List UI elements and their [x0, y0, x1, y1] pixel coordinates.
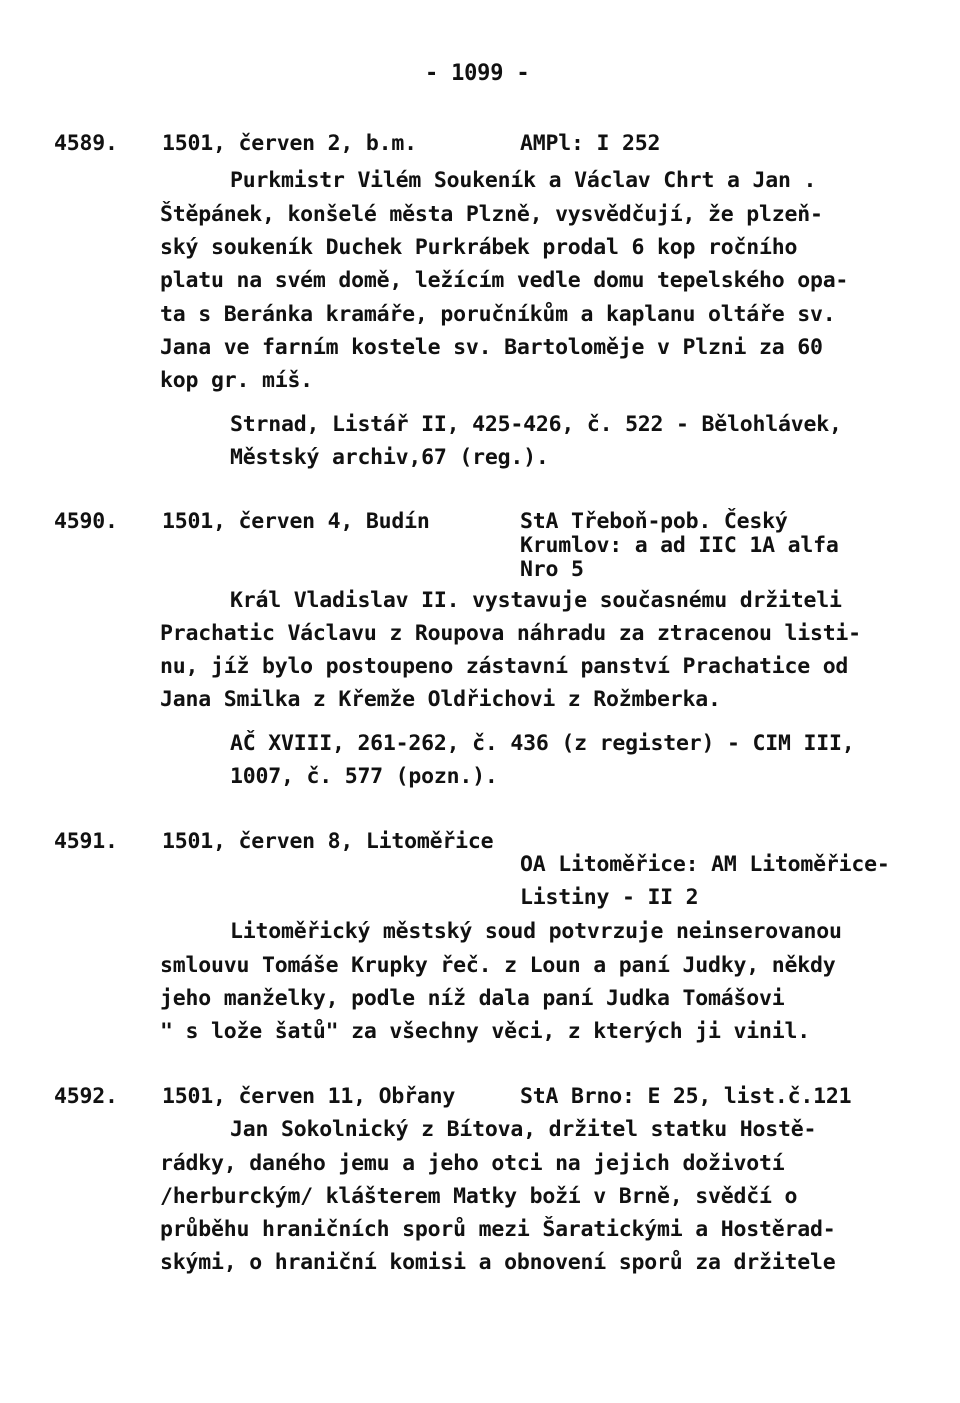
body-line: Král Vladislav II. vystavuje současnému držiteli [230, 588, 842, 613]
source-citation: Strnad, Listář II, 425-426, č. 522 - Bělohlávek, [230, 412, 842, 437]
body-line: platu na svém domě, ležícím vedle domu tepelského opa- [160, 268, 849, 293]
body-line: kop gr. míš. [160, 368, 313, 393]
body-line: ský soukeník Duchek Purkrábek prodal 6 kop ročního [160, 235, 798, 260]
body-line: Jana ve farním kostele sv. Bartoloměje v Plzni za 60 [160, 335, 823, 360]
archive-reference: StA Třeboň-pob. Český [520, 509, 788, 534]
body-line: ta s Beránka kramáře, poručníkům a kaplanu oltáře sv. [160, 302, 836, 327]
body-line: nu, jíž bylo postoupeno zástavní panství Prachatice od [160, 654, 849, 679]
entry-date: 1501, červen 2, b.m. [162, 131, 417, 156]
archive-reference: StA Brno: E 25, list.č.121 [520, 1084, 852, 1109]
body-line: rádky, daného jemu a jeho otci na jejich doživotí [160, 1151, 785, 1176]
entry-date: 1501, červen 4, Budín [162, 509, 430, 534]
body-line: /herburckým/ klášterem Matky boží v Brně, svědčí o [160, 1184, 798, 1209]
body-line: Jan Sokolnický z Bítova, držitel statku Hostě- [230, 1117, 817, 1142]
page-number: - 1099 - [425, 61, 530, 86]
body-line: Jana Smilka z Křemže Oldřichovi z Rožmberka. [160, 687, 721, 712]
source-citation: 1007, č. 577 (pozn.). [230, 764, 498, 789]
body-line: skými, o hraniční komisi a obnovení sporů za držitele [160, 1250, 836, 1275]
archive-reference: Listiny - II 2 [520, 885, 699, 910]
source-citation: Městský archiv,67 (reg.). [230, 445, 549, 470]
body-line: Purkmistr Vilém Soukeník a Václav Chrt a Jan . [230, 168, 817, 193]
source-citation: AČ XVIII, 261-262, č. 436 (z register) - CIM III, [230, 731, 855, 756]
body-line: Prachatic Václavu z Roupova náhradu za ztracenou listi- [160, 621, 861, 646]
entry-number: 4591. [54, 829, 118, 854]
entry-date: 1501, červen 11, Obřany [162, 1084, 456, 1109]
archive-reference: Nro 5 [520, 557, 584, 582]
archive-reference: OA Litoměřice: AM Litoměřice- [520, 852, 890, 877]
body-line: smlouvu Tomáše Krupky řeč. z Loun a paní Judky, někdy [160, 953, 836, 978]
entry-number: 4592. [54, 1084, 118, 1109]
entry-date: 1501, červen 8, Litoměřice [162, 829, 494, 854]
archive-reference: AMPl: I 252 [520, 131, 661, 156]
body-line: Litoměřický městský soud potvrzuje neinserovanou [230, 919, 842, 944]
body-line: průběhu hraničních sporů mezi Šaratickými a Hostěrad- [160, 1217, 836, 1242]
entry-number: 4589. [54, 131, 118, 156]
archive-reference: Krumlov: a ad IIC 1A alfa [520, 533, 839, 558]
body-line: " s lože šatů" za všechny věci, z kterých ji vinil. [160, 1019, 810, 1044]
entry-number: 4590. [54, 509, 118, 534]
body-line: Štěpánek, konšelé města Plzně, vysvědčují, že plzeň- [160, 202, 823, 227]
body-line: jeho manželky, podle níž dala paní Judka Tomášovi [160, 986, 785, 1011]
